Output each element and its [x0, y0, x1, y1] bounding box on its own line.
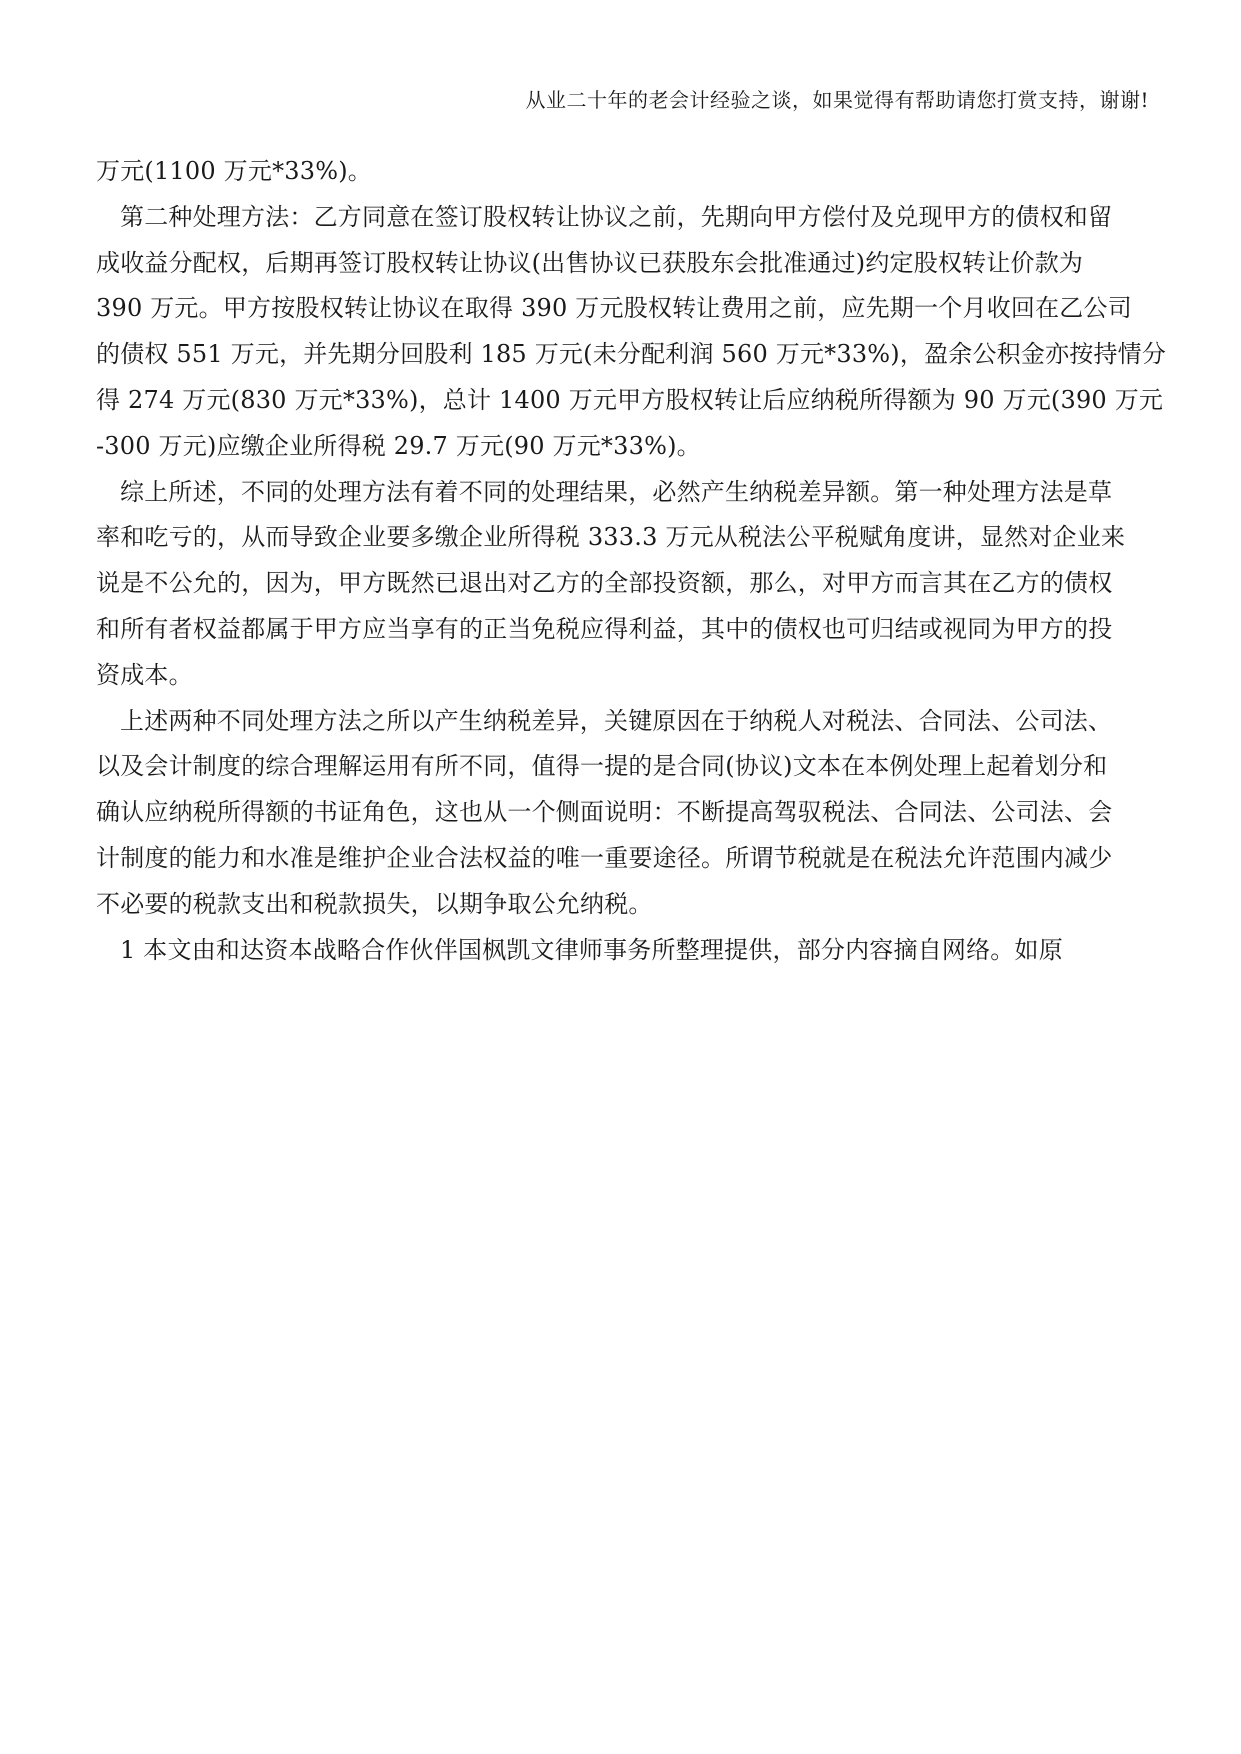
body-line: 说是不公允的，因为，甲方既然已退出对乙方的全部投资额，那么，对甲方而言其在乙方的债权: [96, 569, 1113, 598]
body-line: 确认应纳税所得额的书证角色，这也从一个侧面说明：不断提高驾驭税法、合同法、公司法、会: [96, 798, 1113, 827]
body-line: 率和吃亏的，从而导致企业要多缴企业所得税 333.3 万元从税法公平税赋角度讲，显然对企业来: [96, 523, 1126, 552]
body-line: 综上所述，不同的处理方法有着不同的处理结果，必然产生纳税差异额。第一种处理方法是草: [120, 477, 1113, 506]
body-line: -300 万元)应缴企业所得税 29.7 万元(90 万元*33%)。: [96, 431, 701, 460]
body-line: 计制度的能力和水准是维护企业合法权益的唯一重要途径。所谓节税就是在税法允许范围内减少: [96, 843, 1113, 872]
body-line: 第二种处理方法：乙方同意在签订股权转让协议之前，先期向甲方偿付及兑现甲方的债权和留: [120, 202, 1113, 231]
document-body: [96, 156, 1167, 980]
body-line: 的债权 551 万元，并先期分回股利 185 万元(未分配利润 560 万元*33%)，盈余公积金亦按持情分: [96, 340, 1167, 369]
page-header-slogan: 从业二十年的老会计经验之谈，如果觉得有帮助请您打赏支持，谢谢!: [525, 88, 1149, 112]
body-line: 得 274 万元(830 万元*33%)，总计 1400 万元甲方股权转让后应纳税所得额为 90 万元(390 万元: [96, 385, 1164, 414]
body-line: 不必要的税款支出和税款损失，以期争取公允纳税。: [96, 889, 653, 918]
body-line: 390 万元。甲方按股权转让协议在取得 390 万元股权转让费用之前，应先期一个月收回在乙公司: [96, 294, 1132, 323]
body-line: 1 本文由和达资本战略合作伙伴国枫凯文律师事务所整理提供，部分内容摘自网络。如原: [120, 935, 1063, 964]
body-line: 和所有者权益都属于甲方应当享有的正当免税应得利益，其中的债权也可归结或视同为甲方的投: [96, 614, 1113, 643]
body-line: 以及会计制度的综合理解运用有所不同，值得一提的是合同(协议)文本在本例处理上起着划分和: [96, 752, 1108, 781]
body-line: 资成本。: [96, 660, 193, 689]
body-line: 上述两种不同处理方法之所以产生纳税差异，关键原因在于纳税人对税法、合同法、公司法、: [120, 706, 1113, 735]
body-line: 成收益分配权，后期再签订股权转让协议(出售协议已获股东会批准通过)约定股权转让价款为: [96, 248, 1084, 277]
body-line: 万元(1100 万元*33%)。: [96, 157, 372, 185]
